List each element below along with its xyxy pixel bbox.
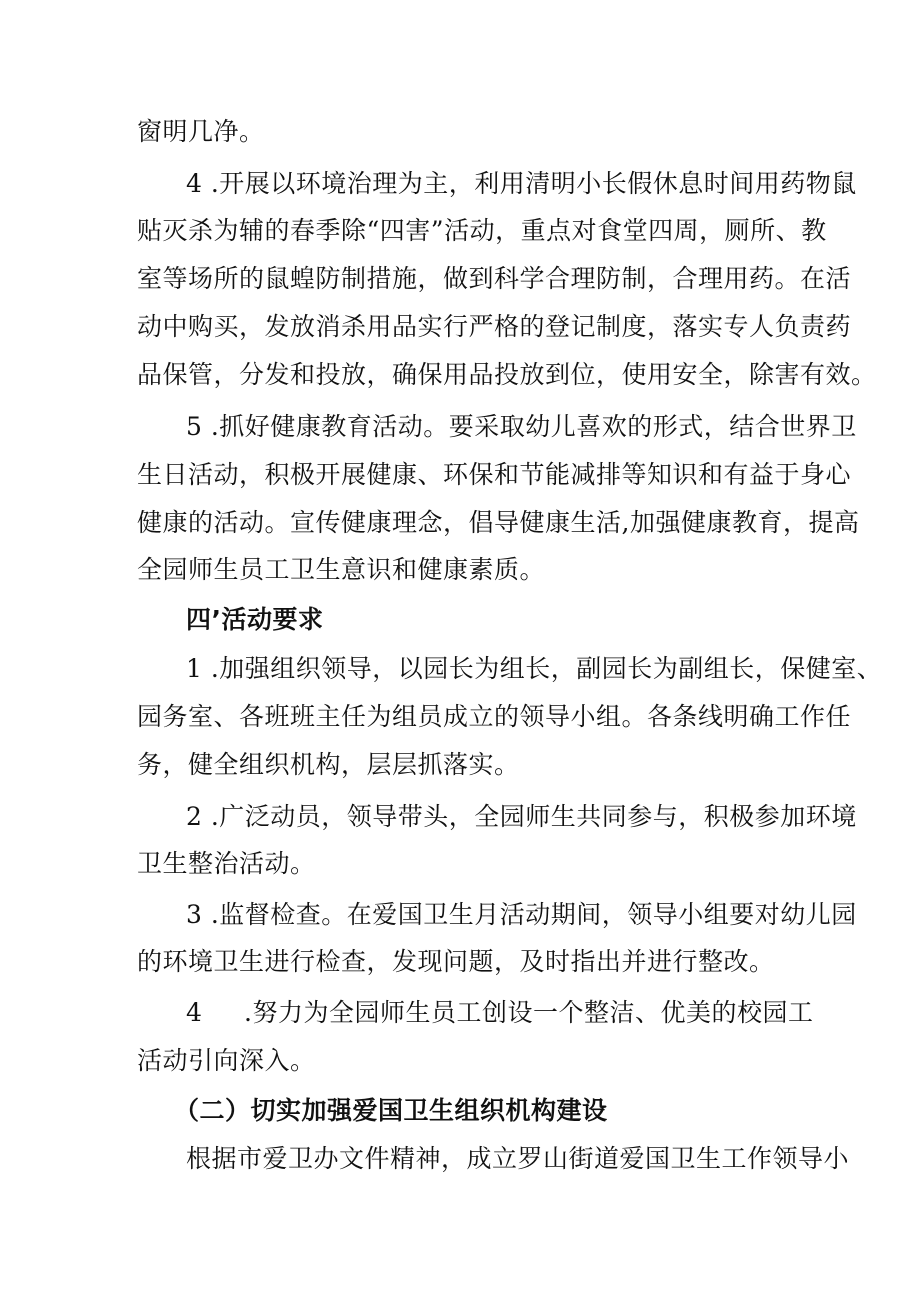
paragraph-line: 5 .抓好健康教育活动。要采取幼儿喜欢的形式，结合世界卫: [186, 412, 857, 441]
paragraph-line: 的环境卫生进行检查，发现问题，及时指出并进行整改。: [137, 947, 775, 976]
paragraph-line: 4 .开展以环境治理为主，利用清明小长假休息时间用药物鼠: [186, 169, 857, 198]
paragraph-line: 室等场所的鼠蝗防制措施，做到科学合理防制，合理用药。在活: [137, 264, 852, 293]
paragraph-line: 贴灭杀为辅的春季除“四害”活动，重点对食堂四周，厕所、教: [137, 216, 827, 245]
paragraph-line: 园务室、各班班主任为组员成立的领导小组。各条线明确工作任: [137, 702, 852, 731]
paragraph-line: 卫生整治活动。: [137, 849, 316, 878]
paragraph-line: .努力为全园师生员工创设一个整洁、优美的校园工: [244, 998, 814, 1027]
section-heading: 四’活动要求: [186, 605, 324, 634]
paragraph-line: 动中购买，发放消杀用品实行严格的登记制度，落实专人负责药: [137, 312, 852, 341]
paragraph-line: 根据市爱卫办文件精神，成立罗山街道爱国卫生工作领导小: [186, 1144, 850, 1173]
paragraph-line: 全园师生员工卫生意识和健康素质。: [137, 555, 546, 584]
section-heading: （二）切实加强爱国卫生组织机构建设: [174, 1096, 608, 1125]
paragraph-line: 3 .监督检查。在爱国卫生月活动期间，领导小组要对幼儿园: [186, 900, 857, 929]
paragraph-line: 活动引向深入。: [137, 1046, 316, 1075]
paragraph-line: 2 .广泛动员，领导带头，全园师生共同参与，积极参加环境: [186, 802, 857, 831]
paragraph-line: 健康的活动。宣传健康理念，倡导健康生活,加强健康教育，提高: [137, 508, 860, 537]
paragraph-line: 1 .加强组织领导，以园长为组长，副园长为副组长，保健室、: [186, 654, 883, 683]
paragraph-line: 品保管，分发和投放，确保用品投放到位，使用安全，除害有效。: [137, 360, 877, 389]
paragraph-line: 务，健全组织机构，层层抓落实。: [137, 750, 520, 779]
paragraph-line: 窗明几净。: [137, 117, 265, 146]
list-number: 4: [186, 998, 203, 1027]
paragraph-line: 生日活动，积极开展健康、环保和节能减排等知识和有益于身心: [137, 460, 852, 489]
